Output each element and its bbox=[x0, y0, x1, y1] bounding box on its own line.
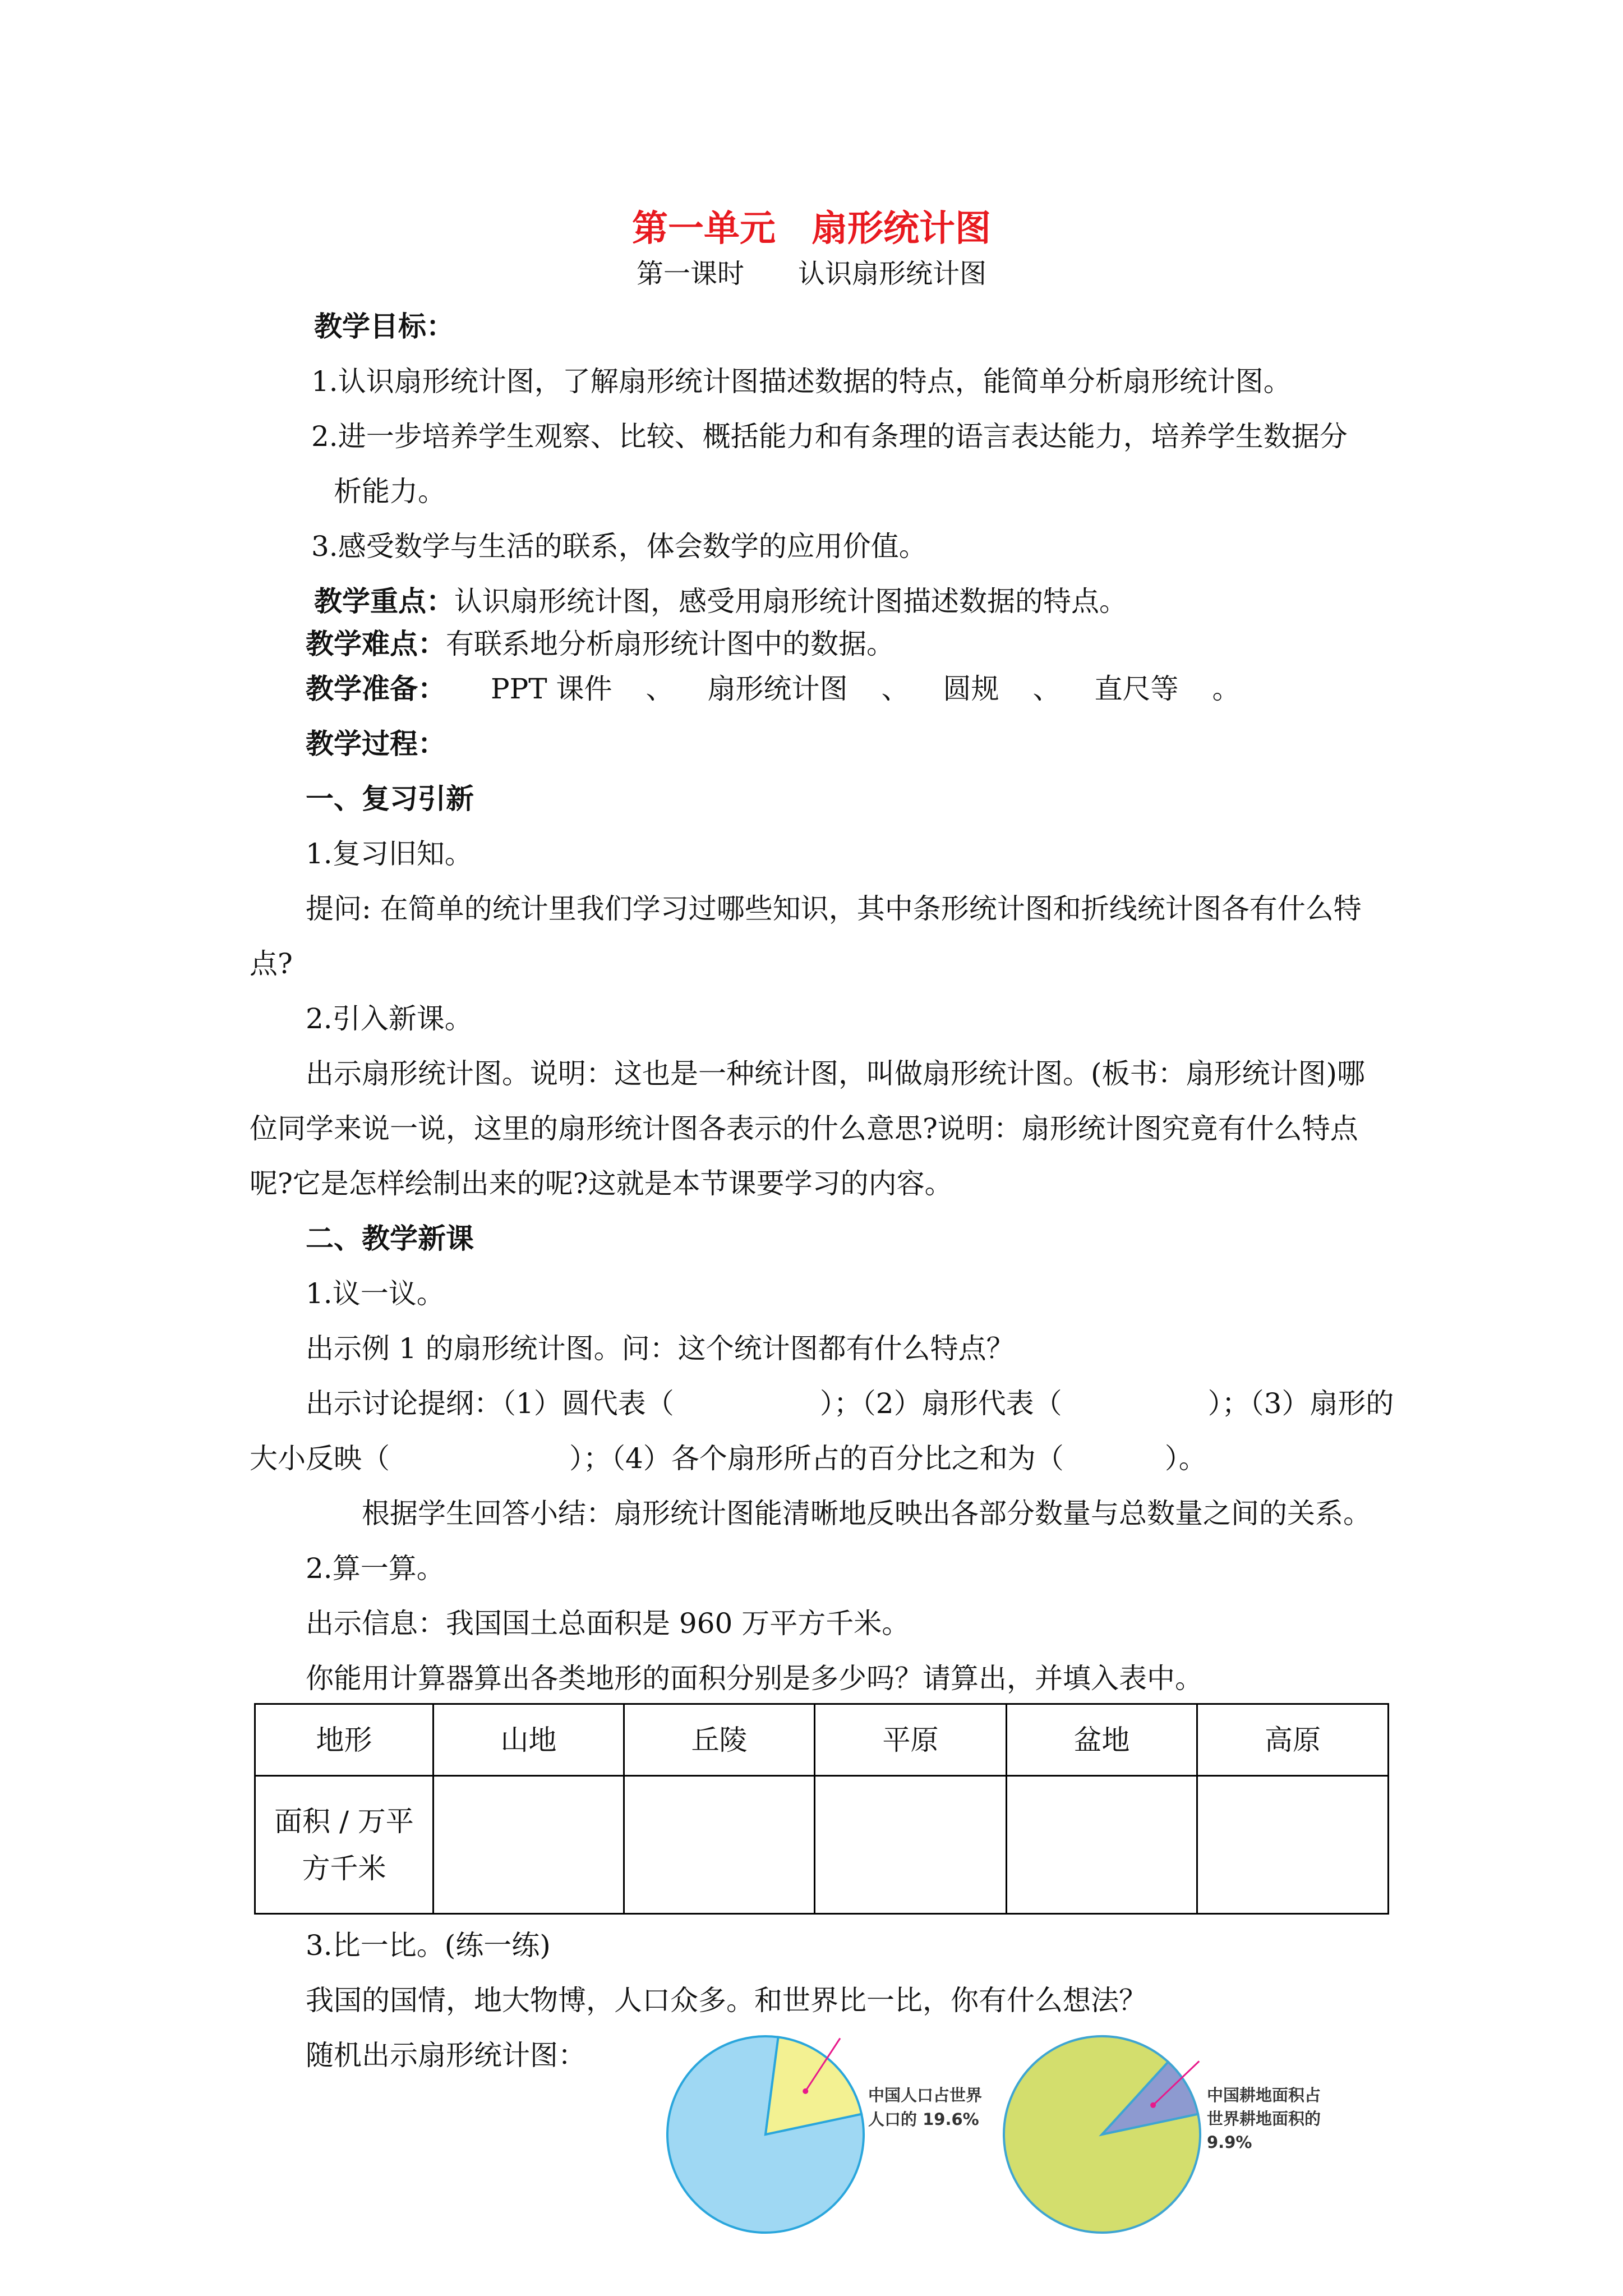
preparation-item-chart: 扇形统计图 bbox=[707, 673, 848, 705]
section1-step1: 1.复习旧知。 bbox=[306, 838, 473, 870]
pie2-annotation-line2: 世界耕地面积的 bbox=[1207, 2109, 1321, 2128]
outline-part-c: ）；（3）扇形的 bbox=[1207, 1387, 1394, 1420]
section2-step1: 1.议一议。 bbox=[306, 1277, 445, 1310]
section1-para-line3: 呢?它是怎样绘制出来的呢?这就是本节课要学习的内容。 bbox=[250, 1167, 953, 1200]
outline-part-e: ）；（4）各个扇形所占的百分比之和为（ bbox=[569, 1442, 1064, 1475]
section1-para-line1: 出示扇形统计图。说明：这也是一种统计图，叫做扇形统计图。(板书：扇形统计图)哪 bbox=[306, 1057, 1366, 1090]
difficulty-label: 教学难点： bbox=[306, 628, 446, 660]
header-plateau: 高原 bbox=[1197, 1704, 1389, 1776]
section2-para4: 随机出示扇形统计图： bbox=[306, 2039, 586, 2072]
page-title: 第一单元 扇形统计图 bbox=[632, 208, 991, 250]
outline-part-f: ）。 bbox=[1164, 1442, 1207, 1475]
section2-summary: 根据学生回答小结：扇形统计图能清晰地反映出各部分数量与总数量之间的关系。 bbox=[362, 1497, 1371, 1530]
key-point-label: 教学重点： bbox=[314, 585, 454, 618]
preparation-end: 。 bbox=[1212, 673, 1241, 705]
section2-heading: 二、教学新课 bbox=[306, 1222, 474, 1255]
objective-1: 1.认识扇形统计图，了解扇形统计图描述数据的特点，能简单分析扇形统计图。 bbox=[311, 365, 1292, 398]
preparation-sep: 、 bbox=[645, 673, 674, 705]
outline-part-a: 出示讨论提纲：（1）圆代表（ bbox=[306, 1387, 674, 1420]
process-heading: 教学过程： bbox=[306, 728, 446, 760]
section2-info: 出示信息：我国国土总面积是 960 万平方千米。 bbox=[306, 1607, 910, 1640]
preparation-sep: 、 bbox=[1032, 673, 1061, 705]
area-row-label-line2: 方千米 bbox=[302, 1852, 386, 1885]
objective-2: 2.进一步培养学生观察、比较、概括能力和有条理的语言表达能力，培养学生数据分 bbox=[311, 420, 1348, 453]
section1-para-line2: 位同学来说一说，这里的扇形统计图各表示的什么意思?说明：扇形统计图究竟有什么特点 bbox=[250, 1112, 1358, 1145]
section2-task: 你能用计算器算出各类地形的面积分别是多少吗？请算出，并填入表中。 bbox=[306, 1662, 1203, 1695]
header-plain: 平原 bbox=[815, 1704, 1007, 1776]
section1-question-line2: 点? bbox=[250, 947, 293, 980]
page-subtitle: 第一课时 认识扇形统计图 bbox=[636, 258, 986, 289]
header-basin: 盆地 bbox=[1007, 1704, 1197, 1776]
preparation-sep: 、 bbox=[881, 673, 910, 705]
section2-para3: 我国的国情，地大物博，人口众多。和世界比一比，你有什么想法？ bbox=[306, 1984, 1147, 2017]
section2-step3: 3.比一比。(练一练) bbox=[306, 1929, 551, 1962]
section2-para1: 出示例 1 的扇形统计图。问：这个统计图都有什么特点？ bbox=[306, 1332, 1015, 1365]
pie2-annotation-line3: 9.9% bbox=[1207, 2133, 1252, 2152]
header-hills: 丘陵 bbox=[624, 1704, 815, 1776]
preparation-item-compass: 圆规 bbox=[943, 673, 999, 705]
section1-heading: 一、复习引新 bbox=[306, 783, 474, 815]
preparation-label: 教学准备： bbox=[306, 673, 446, 705]
outline-part-d: 大小反映（ bbox=[250, 1442, 390, 1475]
pie1-annotation-line1: 中国人口占世界 bbox=[868, 2086, 983, 2105]
pie-chart-farmland bbox=[1004, 2036, 1321, 2233]
preparation-item-ruler: 直尺等 bbox=[1094, 673, 1179, 705]
key-point-text: 认识扇形统计图，感受用扇形统计图描述数据的特点。 bbox=[454, 585, 1127, 618]
section2-step2: 2.算一算。 bbox=[306, 1552, 445, 1585]
header-mountain: 山地 bbox=[434, 1704, 624, 1776]
pie2-annotation-line1: 中国耕地面积占 bbox=[1207, 2086, 1321, 2105]
area-row-label-line1: 面积 / 万平 bbox=[274, 1805, 414, 1838]
outline-part-b: ）；（2）扇形代表（ bbox=[819, 1387, 1062, 1420]
objectives-heading: 教学目标： bbox=[314, 310, 454, 343]
section1-step2: 2.引入新课。 bbox=[306, 1002, 473, 1035]
preparation-item-ppt: PPT 课件 bbox=[491, 673, 612, 705]
pie-chart-population bbox=[667, 2036, 982, 2233]
objective-3: 3.感受数学与生活的联系，体会数学的应用价值。 bbox=[311, 530, 927, 563]
section1-question-line1: 提问: 在简单的统计里我们学习过哪些知识，其中条形统计图和折线统计图各有什么特 bbox=[306, 892, 1362, 925]
header-terrain: 地形 bbox=[255, 1704, 434, 1776]
difficulty-text: 有联系地分析扇形统计图中的数据。 bbox=[446, 628, 895, 660]
pie1-annotation-line2: 人口的 19.6% bbox=[868, 2110, 979, 2129]
objective-2-cont: 析能力。 bbox=[334, 475, 446, 508]
